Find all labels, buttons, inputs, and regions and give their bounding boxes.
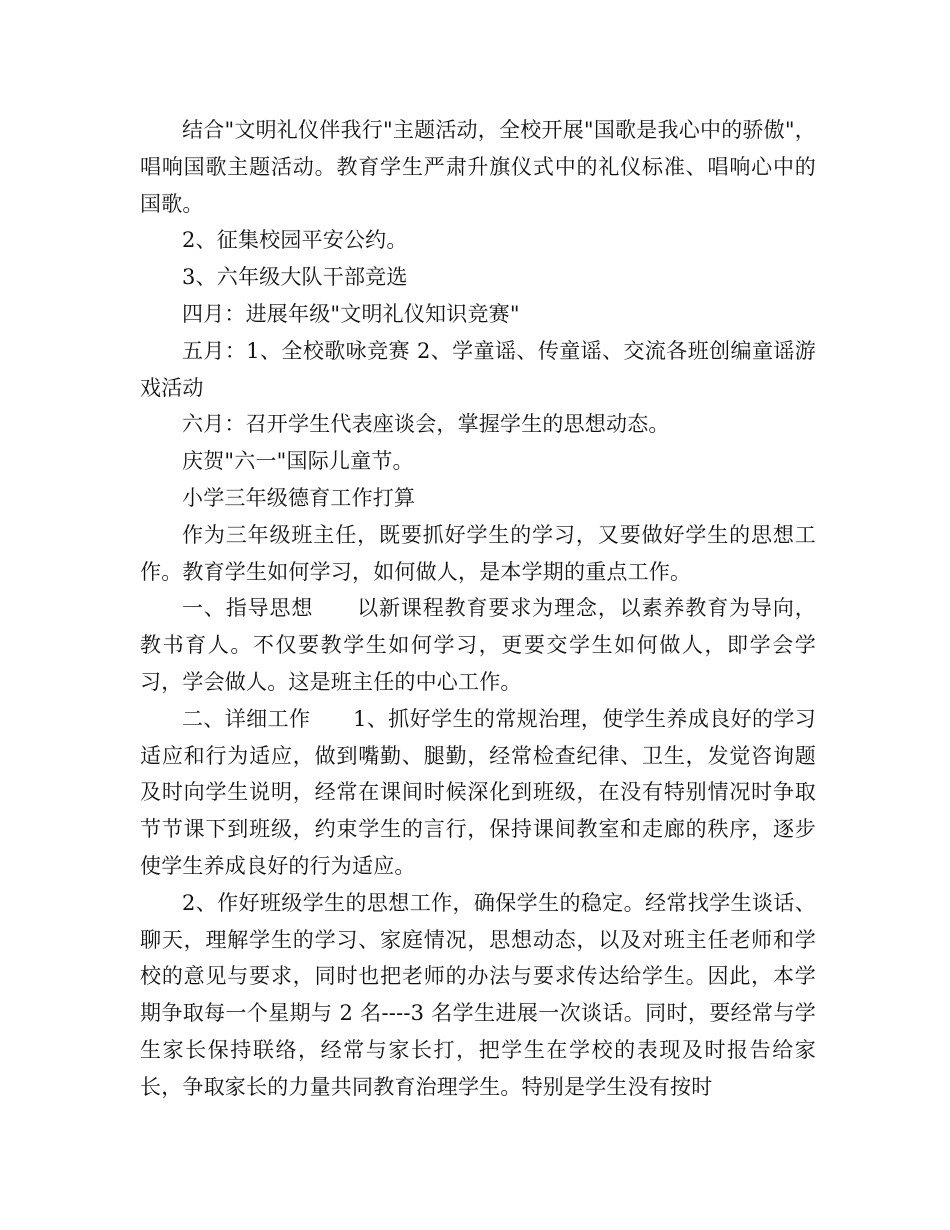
- section-heading: 小学三年级德育工作打算: [182, 485, 416, 510]
- paragraph-4: 四月：进展年级"文明礼仪知识竞赛": [182, 301, 520, 326]
- paragraph-7: 庆贺"六一"国际儿童节。: [182, 449, 414, 474]
- paragraph-10: 一、指导思想 以新课程教育要求为理念，以素养教育为导向，教书育人。不仅要教学生如何学习，更要交学生如何做人，即学会学习，学会做人。这是班主任的中心工作。: [140, 596, 816, 694]
- paragraph-12: 2、作好班级学生的思想工作，确保学生的稳定。经常找学生谈话、聊天，理解学生的学习、家庭情况，思想动态，以及对班主任老师和学校的意见与要求，同时也把老师的办法与要求传达给学生。因此，本学期争取每一个星期与 2 名----3 名学生进展一次谈话。同时，要经常与学生家长保持联络，经常与家长打，把学生在学校的表现及时报告给家长，争取家长的力量共同教育治理学生。特别是学生没有按时: [140, 890, 816, 1099]
- paragraph-9: 作为三年级班主任，既要抓好学生的学习，又要做好学生的思想工作。教育学生如何学习，如何做人，是本学期的重点工作。: [140, 522, 816, 584]
- paragraph-5: 五月：1、全校歌咏竞赛 2、学童谣、传童谣、交流各班创编童谣游戏活动: [140, 338, 816, 400]
- paragraph-2: 2、征集校园平安公约。: [182, 228, 408, 253]
- paragraph-6: 六月：召开学生代表座谈会，掌握学生的思想动态。: [182, 412, 670, 437]
- paragraph-3: 3、六年级大队干部竞选: [182, 265, 408, 290]
- paragraph-1: 结合"文明礼仪伴我行"主题活动，全校开展"国歌是我心中的骄傲"，唱响国歌主题活动。教育学生严肃升旗仪式中的礼仪标准、唱响心中的国歌。: [140, 118, 816, 216]
- document-body: [140, 112, 816, 1106]
- paragraph-11: 二、详细工作 1、抓好学生的常规治理，使学生养成良好的学习适应和行为适应，做到嘴勤、腿勤，经常检查纪律、卫生，发觉咨询题及时向学生说明，经常在课间时候深化到班级，在没有特别情况时争取节节课下到班级，约束学生的言行，保持课间教室和走廊的秩序，逐步使学生养成良好的行为适应。: [140, 706, 816, 878]
